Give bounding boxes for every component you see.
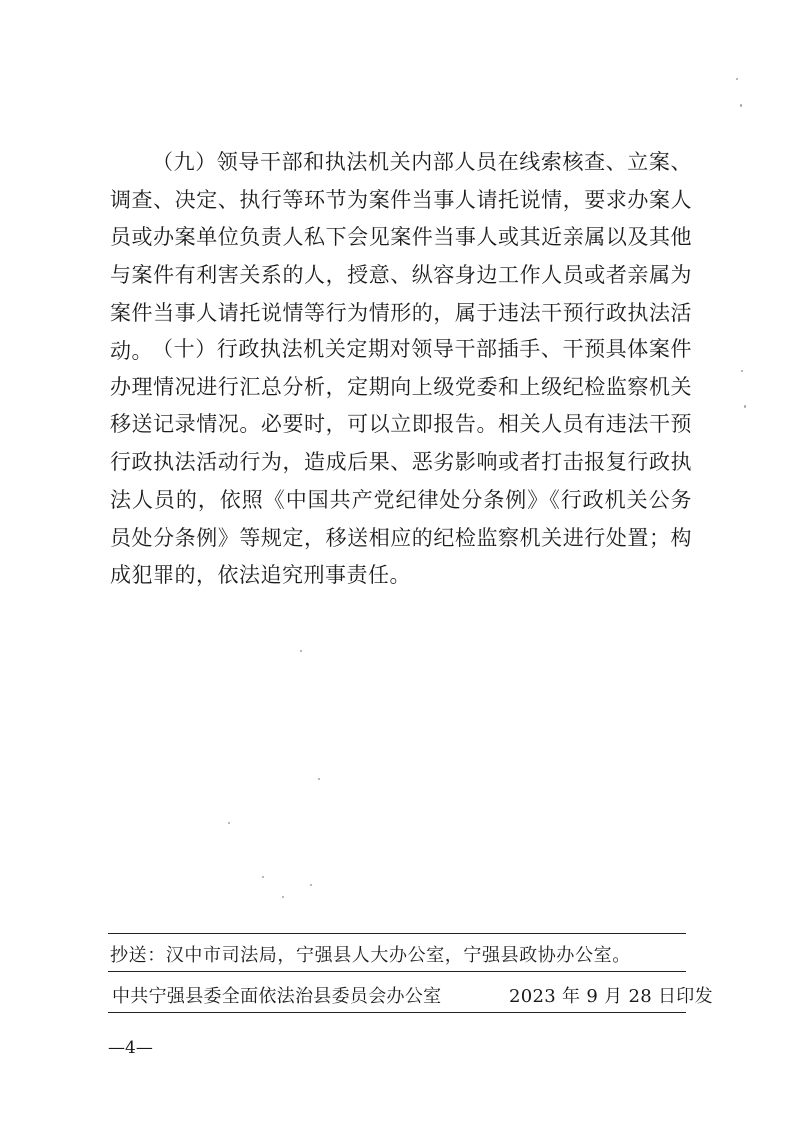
page-number: —4— (108, 1038, 153, 1058)
scan-speck (318, 778, 320, 780)
scan-speck (740, 104, 742, 107)
footer-rule-bottom (108, 1012, 686, 1013)
footer-rule-middle (108, 971, 686, 972)
scan-speck (310, 884, 312, 886)
scan-speck (736, 78, 738, 80)
issuing-office: 中共宁强县委全面依法治县委员会办公室 (112, 986, 442, 1007)
cc-line: 抄送：汉中市司法局，宁强县人大办公室，宁强县政协办公室。 (110, 945, 631, 966)
scan-speck (741, 370, 743, 372)
issue-date: 2023 年 9 月 28 日印发 (509, 986, 713, 1007)
scan-speck (228, 822, 230, 824)
scan-speck (262, 876, 264, 878)
scan-speck (300, 650, 302, 652)
footer-rule-top (108, 933, 686, 934)
scan-speck (282, 896, 284, 898)
paragraph-item-10: （十）行政执法机关定期对领导干部插手、干预具体案件办理情况进行汇总分析，定期向上级党委和上级纪检监察机关移送记录情况。必要时，可以立即报告。相关人员有违法干预行政执法活动行为，造成后果、恶劣影响或者打击报复行政执法人员的，依照《中国共产党纪律处分条例》《行政机关公务员处分条例》等规定，移送相应的纪检监察机关进行处置；构成犯罪的，依法追究刑事责任。 (110, 337, 692, 588)
paragraph-item-9: （九）领导干部和执法机关内部人员在线索核查、立案、调查、决定、执行等环节为案件当事人请托说情，要求办案人员或办案单位负责人私下会见案件当事人或其近亲属以及其他与案件有利害关系的人，授意、纵容身边工作人员或者亲属为案件当事人请托说情等行为情形的，属于违法干预行政执法活动。 (110, 150, 692, 363)
scan-speck (744, 405, 746, 408)
